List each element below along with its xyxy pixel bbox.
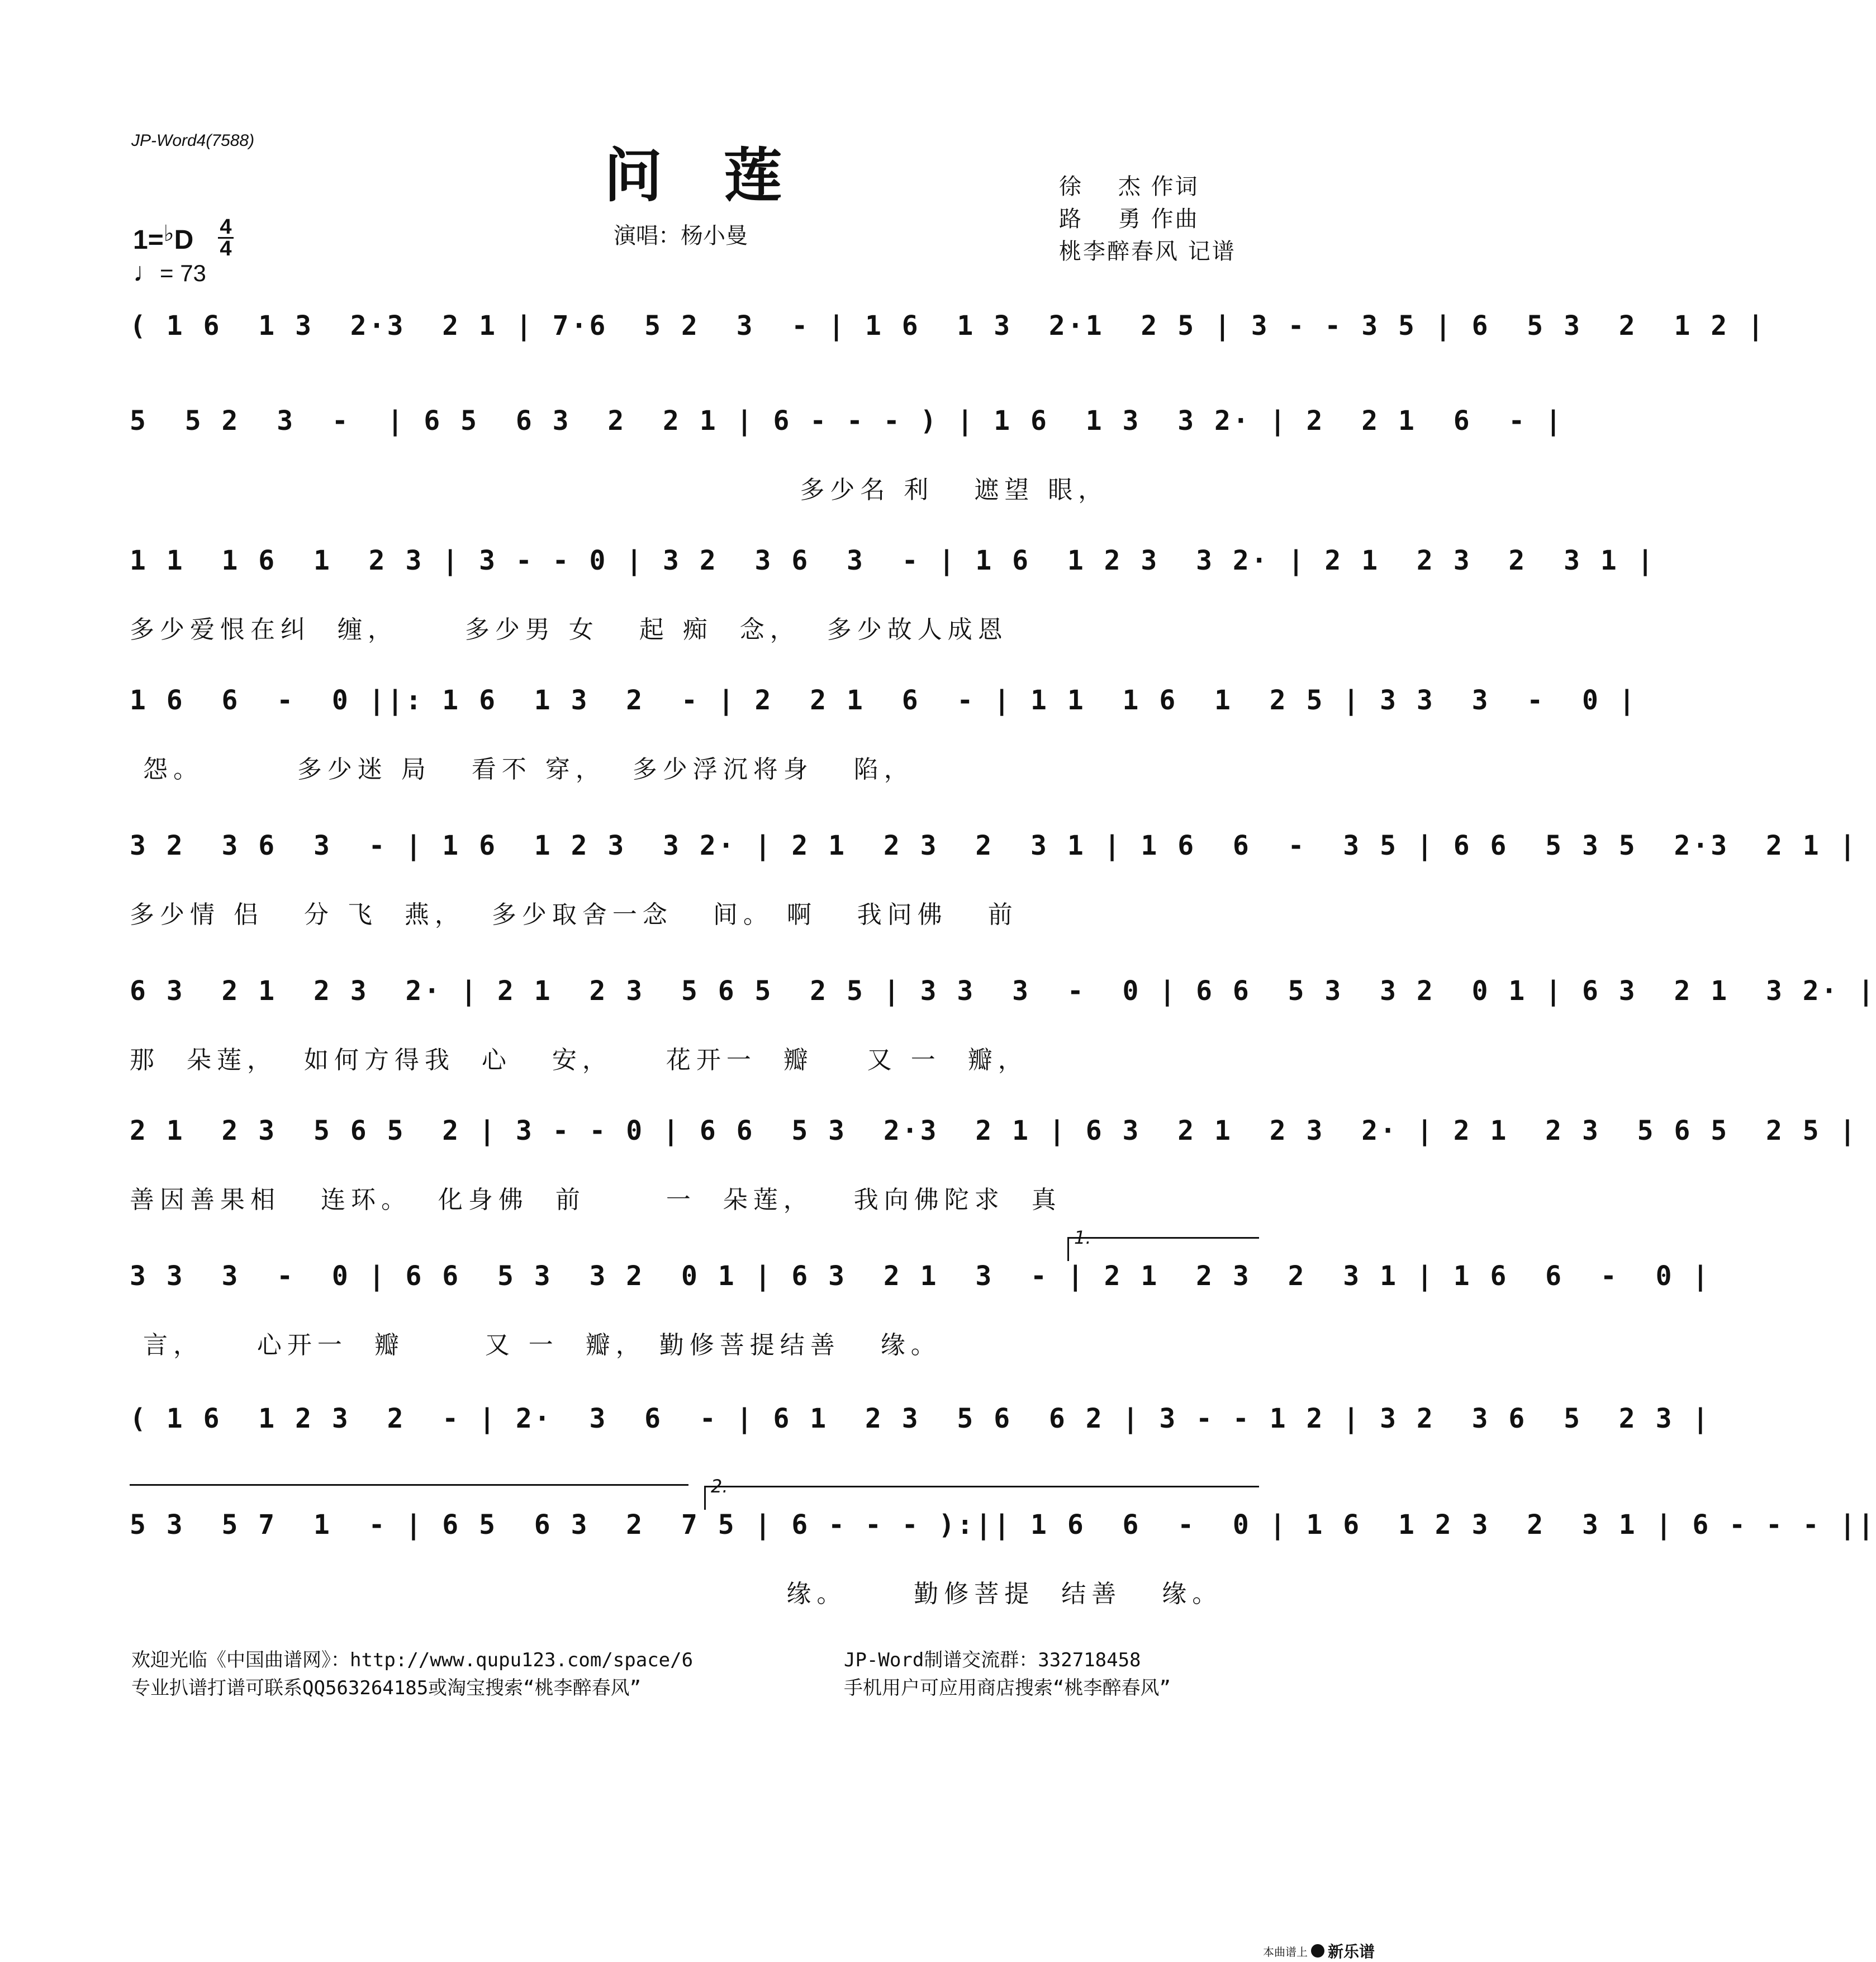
lyrics-line: 多少名 利 遮望 眼，	[130, 476, 1109, 504]
credits	[1059, 170, 1236, 268]
brand-logo-icon	[1311, 1944, 1324, 1958]
footer-contact: 专业扒谱打谱可联系QQ563264185或淘宝搜索“桃李醉春风”	[131, 1677, 642, 1699]
meter-bottom: 4	[220, 237, 232, 260]
transcriber-credit: 桃李醉春风 记谱	[1059, 239, 1236, 264]
meter-top: 4	[220, 215, 232, 239]
notes-line: 5 3 5 7 1 - | 6 5 6 3 2 7 5 | 6 - - - ):|| 1 6 6 - 0 | 1 6 1 2 3 2 3 1 | 6 - - - ||	[130, 1509, 1876, 1541]
volta-first-bracket	[1067, 1237, 1259, 1261]
stamp-small-text: 本曲谱上	[1263, 1945, 1308, 1959]
notes-line: ( 1 6 1 3 2·3 2 1 | 7·6 5 2 3 - | 1 6 1 3 2·1 2 5 | 3 - - 3 5 | 6 5 3 2 1 2 |	[130, 310, 1766, 342]
notes-line: 3 3 3 - 0 | 6 6 5 3 3 2 0 1 | 6 3 2 1 3 - | 2 1 2 3 2 3 1 | 1 6 6 - 0 |	[130, 1260, 1711, 1292]
footer-right	[844, 1646, 1171, 1702]
singer-credit: 演唱：杨小曼	[614, 223, 748, 249]
footer-left	[131, 1646, 693, 1702]
notes-line: 6 3 2 1 2 3 2· | 2 1 2 3 5 6 5 2 5 | 3 3 3 - 0 | 6 6 5 3 3 2 0 1 | 6 3 2 1 3 2· |	[130, 975, 1876, 1007]
time-signature	[218, 217, 234, 259]
lyrics-line: 怨。 多少迷 局 看不 穿， 多少浮沉将身 陷，	[130, 755, 914, 784]
lyrics-line: 善因善果相 连环。 化身佛 前 一 朵莲， 我向佛陀求 真	[130, 1186, 1062, 1214]
footer-app: 手机用户可应用商店搜索“桃李醉春风”	[844, 1677, 1171, 1699]
stamp-brand: 新乐谱	[1328, 1942, 1375, 1961]
notes-line: 5 5 2 3 - | 6 5 6 3 2 2 1 | 6 - - - ) | 1 6 1 3 3 2· | 2 2 1 6 - |	[130, 405, 1564, 437]
volta-first: 1.	[1074, 1227, 1091, 1248]
notes-line: 3 2 3 6 3 - | 1 6 1 2 3 3 2· | 2 1 2 3 2 3 1 | 1 6 6 - 3 5 | 6 6 5 3 5 2·3 2 1 |	[130, 830, 1858, 861]
quarter-note-icon: ♩	[133, 258, 160, 287]
tempo-value: = 73	[160, 260, 206, 286]
flat-icon: ♭	[163, 221, 174, 246]
tempo-mark	[133, 257, 206, 288]
key-signature	[133, 221, 193, 255]
notes-line: 1 1 1 6 1 2 3 | 3 - - 0 | 3 2 3 6 3 - | 1 6 1 2 3 3 2· | 2 1 2 3 2 3 1 |	[130, 545, 1656, 576]
volta-second-bracket	[704, 1486, 1259, 1510]
brand-stamp	[1263, 1940, 1375, 1962]
lyrics-line: 多少情 侣 分 飞 燕， 多少取舍一念 间。 啊 我问佛 前	[130, 901, 1018, 929]
key-prefix: 1=	[133, 225, 164, 255]
lyrics-line: 多少爱恨在纠 缠， 多少男 女 起 痴 念， 多少故人成恩	[130, 615, 1008, 644]
key-note: D	[174, 225, 194, 255]
volta-second: 2.	[711, 1476, 728, 1497]
score-title: 问莲	[604, 141, 843, 210]
phrase-line	[130, 1484, 688, 1486]
notes-line: 2 1 2 3 5 6 5 2 | 3 - - 0 | 6 6 5 3 2·3 2 1 | 6 3 2 1 2 3 2· | 2 1 2 3 5 6 5 2 5 |	[130, 1115, 1858, 1146]
lyrics-line: 那 朵莲， 如何方得我 心 安， 花开一 瓣 又 一 瓣，	[130, 1046, 1028, 1074]
lyrics-line: 缘。 勤修菩提 结善 缘。	[130, 1580, 1223, 1608]
footer-group: JP-Word制谱交流群：332718458	[844, 1649, 1141, 1671]
notes-line: 1 6 6 - 0 ||: 1 6 1 3 2 - | 2 2 1 6 - | 1 1 1 6 1 2 5 | 3 3 3 - 0 |	[130, 685, 1637, 716]
footer-website: 欢迎光临《中国曲谱网》：http://www.qupu123.com/space/6	[131, 1649, 694, 1671]
notes-line: ( 1 6 1 2 3 2 - | 2· 3 6 - | 6 1 2 3 5 6 6 2 | 3 - - 1 2 | 3 2 3 6 5 2 3 |	[130, 1403, 1711, 1434]
source-label: JP-Word4(7588)	[131, 131, 255, 150]
lyricist-credit: 徐 杰 作词	[1059, 174, 1199, 200]
composer-credit: 路 勇 作曲	[1059, 206, 1199, 232]
lyrics-line: 言， 心开一 瓣 又 一 瓣， 勤修菩提结善 缘。	[130, 1331, 941, 1359]
